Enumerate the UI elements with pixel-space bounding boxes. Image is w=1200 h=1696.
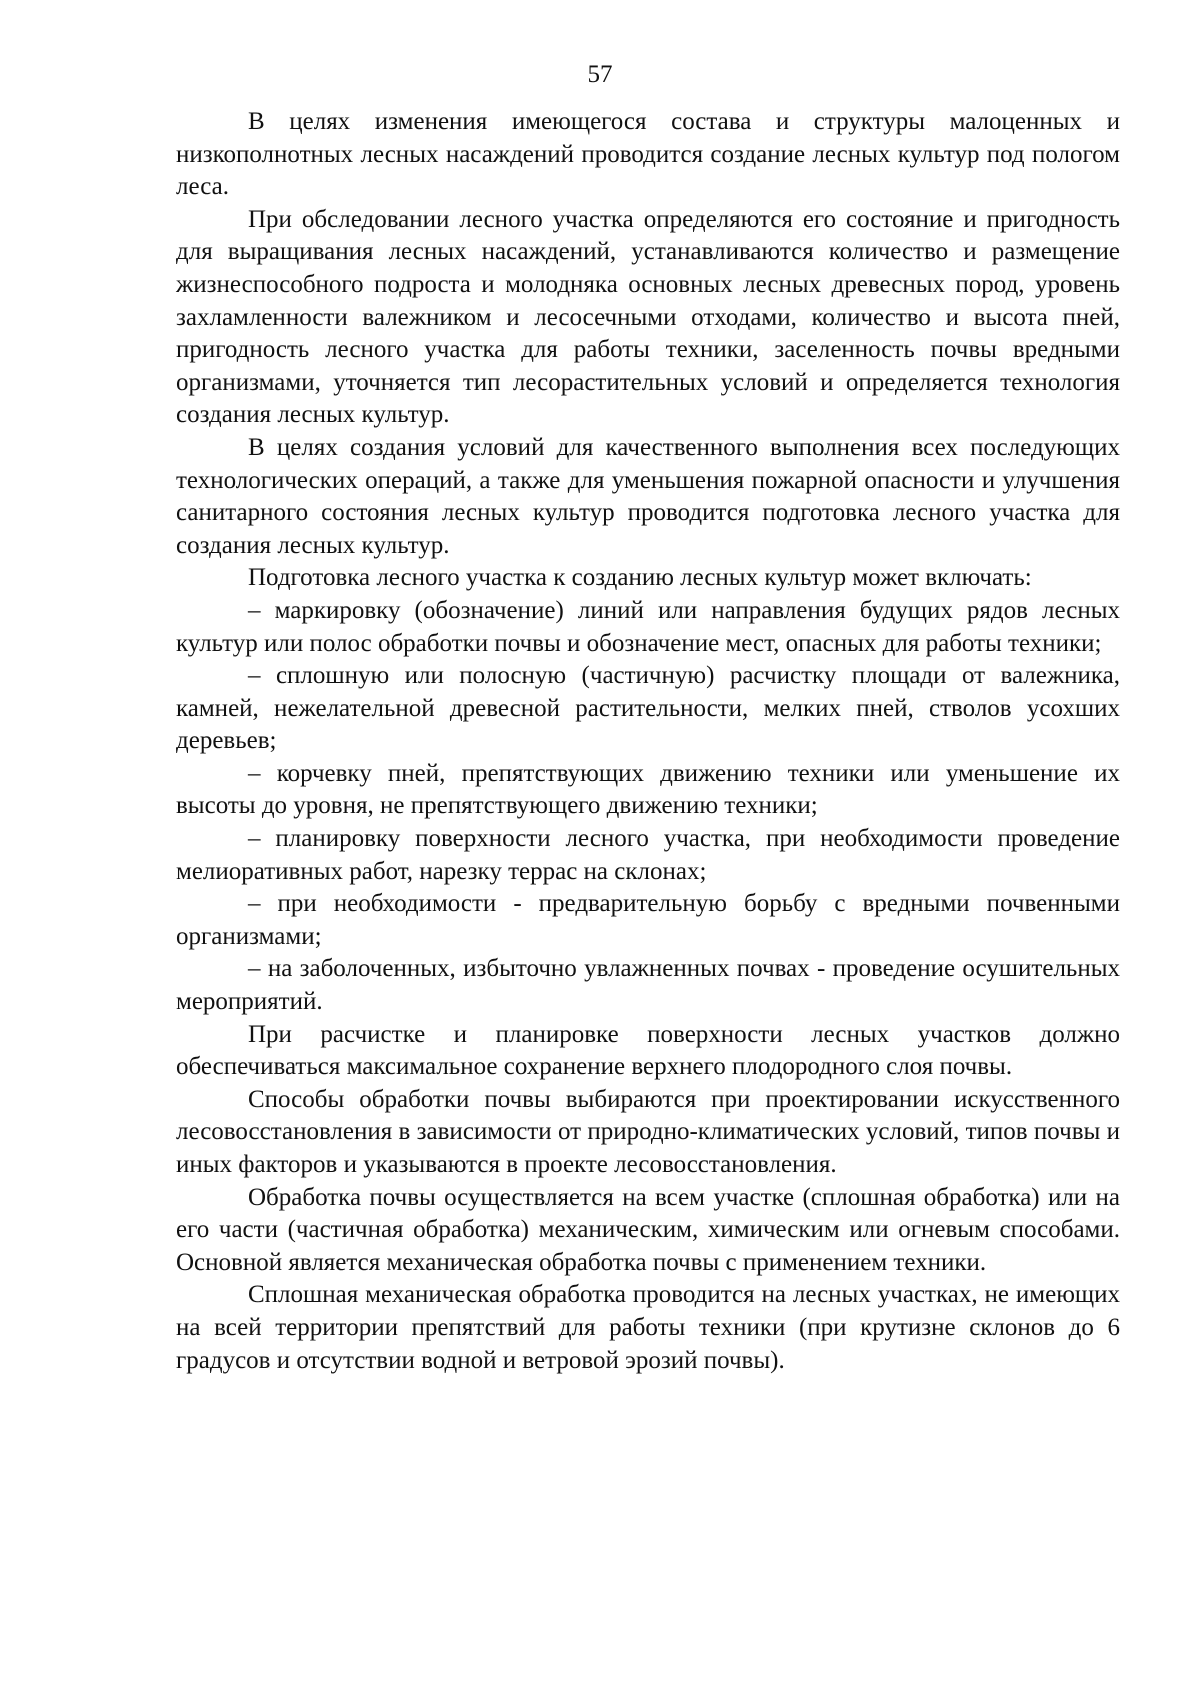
list-item-drainage: – на заболоченных, избыточно увлажненных почвах - проведение осушительных мероприятий. (176, 955, 1120, 1016)
paragraph-tillage-types: Обработка почвы осуществляется на всем участке (сплошная обработка) или на его части (частичная обработка) механическим, химическим или огневым способами. Основной является механическая обработка почвы с применением техники. (176, 1183, 1120, 1276)
page-number: 57 (587, 61, 613, 88)
list-item-marking: – маркировку (обозначение) линий или направления будущих рядов лесных культур или полос обработки почвы и обозначение мест, опасных для работы техники; (176, 596, 1120, 657)
paragraph-underplanting: В целях изменения имеющегося состава и структуры малоценных и низкополнотных лесных насаждений проводится создание лесных культур под пологом леса. (176, 108, 1120, 201)
list-item-clearing: – сплошную или полосную (частичную) расчистку площади от валежника, камней, нежелательной древесной растительности, мелких пней, стволов усохших деревьев; (176, 662, 1120, 755)
paragraph-tillage-methods: Способы обработки почвы выбираются при проектировании искусственного лесовосстановления в зависимости от природно-климатических условий, типов почвы и иных факторов и указываются в проекте лесовосстановления. (176, 1085, 1120, 1178)
paragraph-topsoil-preservation: При расчистке и планировке поверхности лесных участков должно обеспечиваться максимальное сохранение верхнего плодородного слоя почвы. (176, 1020, 1120, 1081)
paragraph-preparation-includes: Подготовка лесного участка к созданию лесных культур может включать: (248, 564, 1032, 592)
list-item-leveling: – планировку поверхности лесного участка, при необходимости проведение мелиоративных работ, нарезку террас на склонах; (176, 825, 1120, 885)
paragraph-site-survey: При обследовании лесного участка определяются его состояние и пригодность для выращивания лесных насаждений, устанавливаются количество и размещение жизнеспособного подроста и молодняка основных лесных древесных пород, уровень захламленности валежником и лесосечными отходами, количество и высота пней, пригодность лесного участка для работы техники, заселенность почвы вредными организмами, уточняется тип лесорастительных условий и определяется технология создания лесных культур. (176, 205, 1120, 429)
paragraph-continuous-tillage: Сплошная механическая обработка проводится на лесных участках, не имеющих на всей территории препятствий для работы техники (при крутизне склонов до 6 градусов и отсутствии водной и ветровой эрозий почвы). (176, 1281, 1120, 1374)
list-item-stump-removal: – корчевку пней, препятствующих движению техники или уменьшение их высоты до уровня, не препятствующего движению техники; (176, 759, 1120, 820)
list-item-pest-control: – при необходимости - предварительную борьбу с вредными почвенными организмами; (176, 890, 1120, 950)
body-text (176, 106, 1120, 1377)
paragraph-site-preparation-purpose: В целях создания условий для качественного выполнения всех последующих технологических операций, а также для уменьшения пожарной опасности и улучшения санитарного состояния лесных культур проводится подготовка лесного участка для создания лесных культур. (176, 433, 1120, 559)
